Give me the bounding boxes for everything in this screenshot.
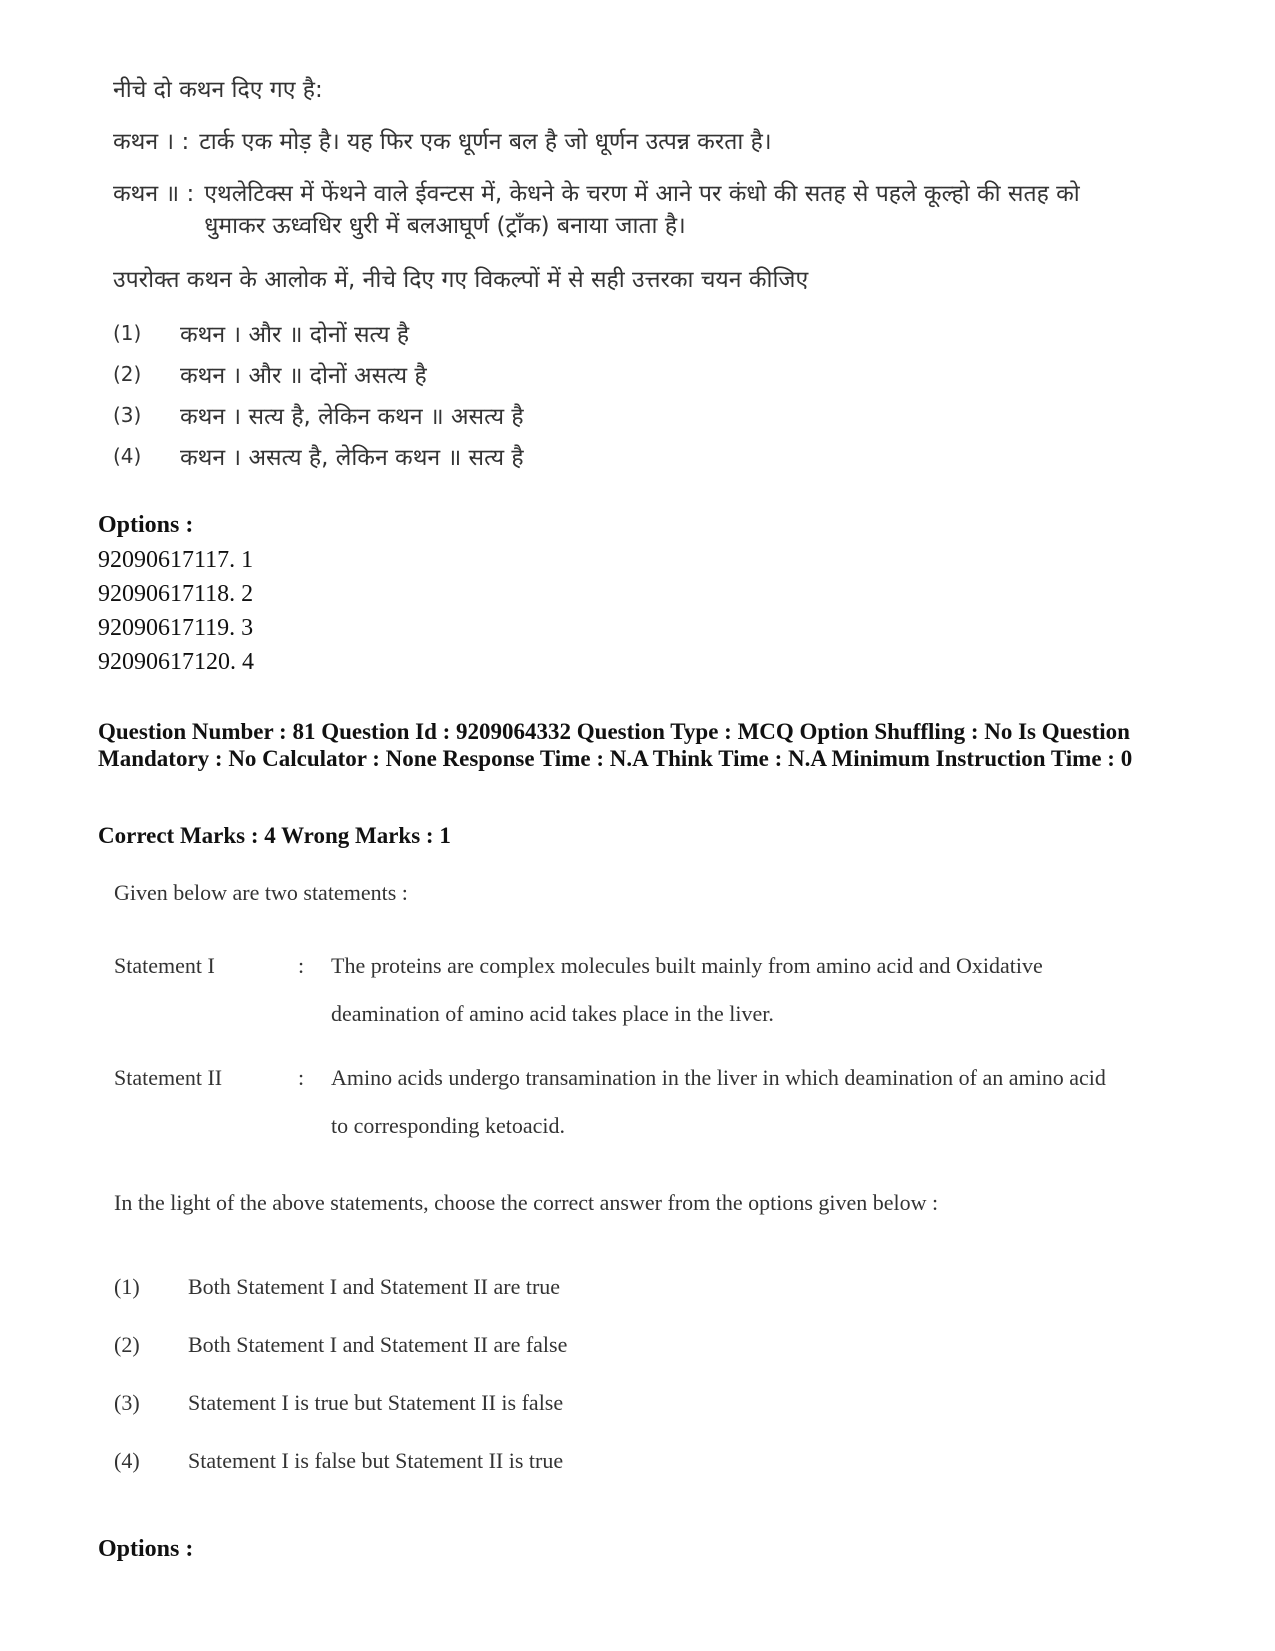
english-option-4 — [114, 1432, 1114, 1490]
question-meta: Question Number : 81 Question Id : 9209064332 Question Type : MCQ Option Shuffling : No Is Question Mandatory : No Calculator : None Response Time : N.A Think Time : N.A Minimum Instruction Time : 0 — [98, 719, 1133, 771]
english-statement-1 — [114, 942, 1114, 1038]
english-statement-1-text: The proteins are complex molecules built mainly from amino acid and Oxidative deamination of amino acid takes place in the liver. — [331, 953, 1043, 1026]
english-option-2-text: Both Statement I and Statement II are false — [188, 1332, 568, 1357]
hindi-option-1-num: (1) — [113, 320, 142, 345]
hindi-question — [113, 72, 1113, 476]
english-statement-2 — [114, 1054, 1114, 1150]
english-option-2 — [114, 1316, 1114, 1374]
option-id-2: 92090617118. 2 — [98, 581, 254, 607]
english-option-1 — [114, 1258, 1114, 1316]
options-list-1 — [98, 543, 254, 679]
option-id-3: 92090617119. 3 — [98, 615, 254, 641]
hindi-option-2 — [113, 353, 1113, 394]
hindi-instruction: उपरोक्त कथन के आलोक में, नीचे दिए गए विकल्पों में से सही उत्तरका चयन कीजिए — [113, 267, 809, 293]
hindi-statement-1-text: टार्क एक मोड़ है। यह फिर एक धूर्णन बल है जो धूर्णन उत्पन्न करता है। — [199, 129, 772, 155]
hindi-option-2-text: कथन । और ॥ दोनों असत्य है — [180, 362, 427, 389]
english-statement-2-text: Amino acids undergo transamination in the liver in which deamination of an amino acid to corresponding ketoacid. — [331, 1065, 1106, 1138]
hindi-option-4-num: (4) — [113, 443, 142, 468]
english-option-2-num: (2) — [114, 1332, 140, 1357]
hindi-option-1 — [113, 312, 1113, 353]
option-id-1: 92090617117. 1 — [98, 547, 254, 573]
hindi-statement-2-label: कथन ॥ : — [113, 181, 195, 207]
hindi-option-1-text: कथन । और ॥ दोनों सत्य है — [180, 321, 410, 348]
english-statement-2-label: Statement II — [114, 1065, 223, 1090]
english-statement-2-colon: : — [298, 1065, 305, 1090]
hindi-option-4 — [113, 435, 1113, 476]
english-question — [114, 880, 1114, 1490]
hindi-intro: नीचे दो कथन दिए गए है: — [113, 77, 323, 103]
english-option-3-num: (3) — [114, 1390, 140, 1415]
option-id-4: 92090617120. 4 — [98, 649, 254, 675]
options-heading-2: Options : — [98, 1536, 194, 1562]
hindi-statement-1-label: कथन । : — [113, 129, 190, 155]
english-instruction: In the light of the above statements, choose the correct answer from the options given below : — [114, 1190, 939, 1215]
options-heading-1: Options : — [98, 512, 194, 538]
hindi-option-3-num: (3) — [113, 402, 142, 427]
hindi-statement-2-text: एथलेटिक्स में फेंथने वाले ईवन्टस में, केधने के चरण में आने पर कंधो की सतह से पहले कूल्हो की सतह को धुमाकर ऊध्वधिर धुरी में बलआघूर्ण (ट्राँक) बनाया जाता है। — [204, 181, 1080, 239]
hindi-statement-2 — [113, 178, 1113, 242]
question-marks: Correct Marks : 4 Wrong Marks : 1 — [98, 823, 451, 848]
hindi-option-3-text: कथन । सत्य है, लेकिन कथन ॥ असत्य है — [180, 403, 524, 430]
english-option-1-text: Both Statement I and Statement II are true — [188, 1274, 561, 1299]
english-statement-1-label: Statement I — [114, 953, 215, 978]
english-option-1-num: (1) — [114, 1274, 140, 1299]
english-statement-1-colon: : — [298, 953, 305, 978]
english-option-3 — [114, 1374, 1114, 1432]
hindi-statement-1 — [113, 126, 1113, 158]
english-option-4-num: (4) — [114, 1448, 140, 1473]
english-option-4-text: Statement I is false but Statement II is true — [188, 1448, 564, 1473]
english-intro: Given below are two statements : — [114, 880, 408, 905]
hindi-option-4-text: कथन । असत्य है, लेकिन कथन ॥ सत्य है — [180, 444, 524, 471]
hindi-option-3 — [113, 394, 1113, 435]
hindi-option-2-num: (2) — [113, 361, 142, 386]
english-option-3-text: Statement I is true but Statement II is false — [188, 1390, 564, 1415]
